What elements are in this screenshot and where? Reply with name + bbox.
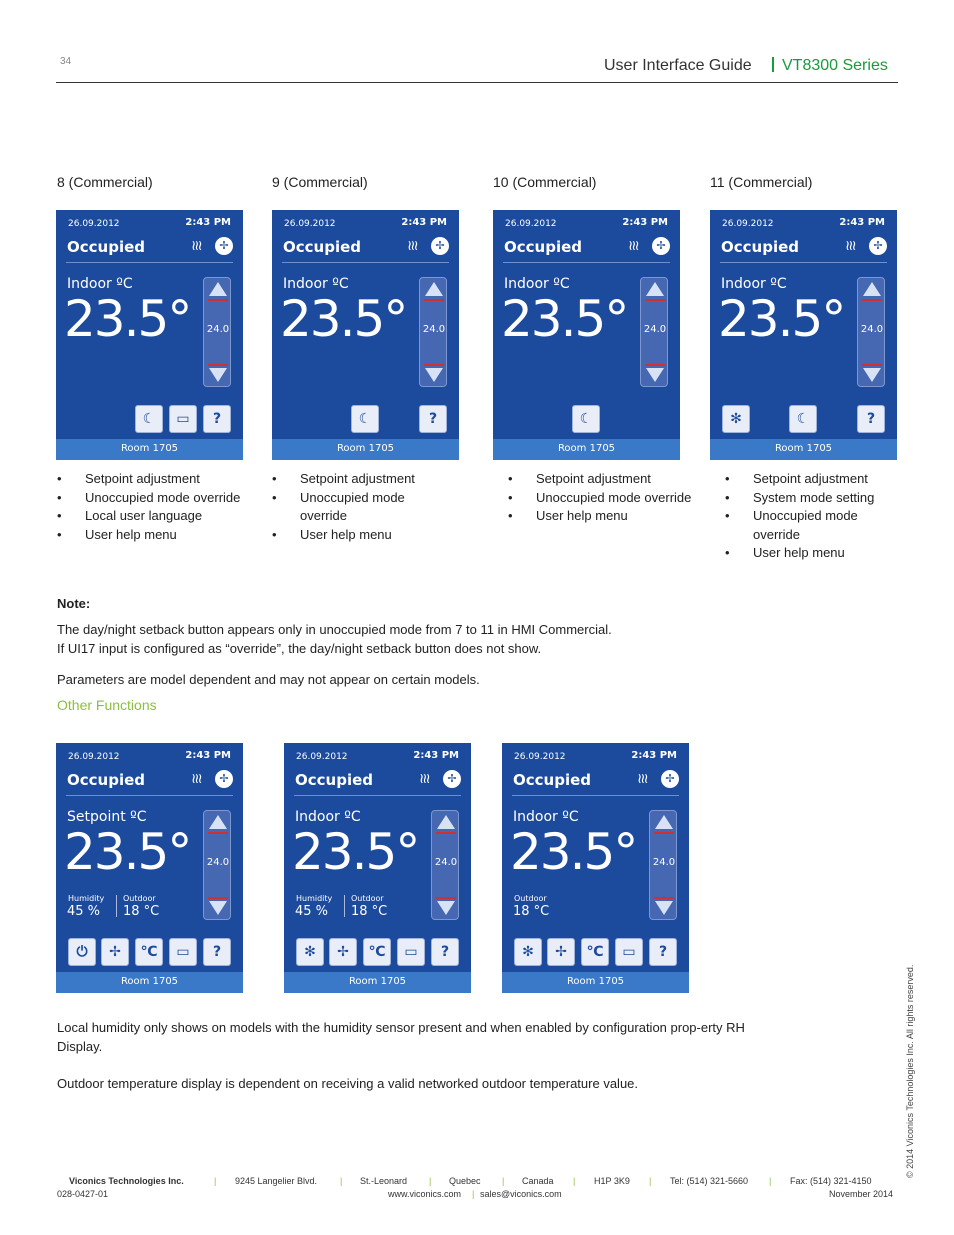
humidity-value: 45 % bbox=[295, 904, 329, 919]
col-title-9: 9 (Commercial) bbox=[272, 174, 368, 190]
screen-date: 26.09.2012 bbox=[284, 219, 336, 229]
down-arrow-icon[interactable] bbox=[646, 368, 664, 382]
day-night-button[interactable]: ☾ bbox=[572, 405, 600, 433]
heat-icon: ≀≀≀ bbox=[628, 238, 638, 254]
indoor-label: Indoor ºC bbox=[283, 276, 349, 292]
bullet-item: • Setpoint adjustment bbox=[725, 470, 905, 489]
fan-icon: ✢ bbox=[443, 770, 461, 788]
day-night-button[interactable]: ☾ bbox=[789, 405, 817, 433]
footer-sep: | bbox=[573, 1176, 576, 1186]
temperature: 23.5° bbox=[64, 823, 191, 881]
help-button[interactable]: ? bbox=[649, 938, 677, 966]
footer-address: 9245 Langelier Blvd. bbox=[235, 1176, 318, 1186]
footer-company: Viconics Technologies Inc. bbox=[69, 1176, 184, 1186]
header-series bbox=[772, 57, 888, 75]
outdoor-paragraph: Outdoor temperature display is dependent on receiving a valid networked outdoor temperature value. bbox=[57, 1076, 639, 1091]
setpoint-slider[interactable] bbox=[857, 277, 885, 387]
outdoor-value: 18 °C bbox=[351, 904, 388, 919]
screen-date: 26.09.2012 bbox=[505, 219, 557, 229]
screen-time: 2:43 PM bbox=[631, 750, 677, 761]
help-button[interactable]: ? bbox=[857, 405, 885, 433]
fan-icon: ✢ bbox=[652, 237, 670, 255]
bullet-item: • Unoccupied mode override bbox=[57, 489, 247, 508]
screen-status: Occupied bbox=[67, 238, 146, 256]
up-arrow-icon[interactable] bbox=[646, 282, 664, 296]
bullet-item: • User help menu bbox=[272, 526, 452, 545]
divider bbox=[503, 262, 670, 263]
room-label: Room 1705 bbox=[493, 439, 680, 460]
footer-country: Canada bbox=[522, 1176, 554, 1186]
section-heading: Other Functions bbox=[57, 697, 157, 713]
footer-doc-number: 028-0427-01 bbox=[57, 1189, 109, 1199]
down-arrow-icon[interactable] bbox=[863, 368, 881, 382]
note-line-1: The day/night setback button appears only in unoccupied mode from 7 to 11 in HMI Commercial. bbox=[57, 622, 612, 637]
thermostat-screen-setpoint bbox=[56, 743, 243, 993]
screen-time: 2:43 PM bbox=[401, 217, 447, 228]
down-arrow-icon[interactable] bbox=[655, 901, 673, 915]
footer-postal: H1P 3K9 bbox=[594, 1176, 630, 1186]
screen-status: Occupied bbox=[67, 771, 146, 789]
bullets-11 bbox=[725, 470, 905, 563]
col-title-11: 11 (Commercial) bbox=[710, 174, 813, 190]
system-mode-button[interactable]: ✻ bbox=[514, 938, 542, 966]
fan-icon: ✢ bbox=[431, 237, 449, 255]
room-label: Room 1705 bbox=[56, 439, 243, 460]
setpoint-slider[interactable] bbox=[431, 810, 459, 920]
screen-time: 2:43 PM bbox=[622, 217, 668, 228]
setpoint-slider[interactable] bbox=[203, 810, 231, 920]
help-button[interactable]: ? bbox=[203, 938, 231, 966]
power-button[interactable]: ⏻ bbox=[68, 938, 96, 966]
bullet-item: • Setpoint adjustment bbox=[272, 470, 452, 489]
setpoint-value: 24.0 bbox=[860, 324, 884, 335]
bullets-9 bbox=[272, 470, 452, 544]
heat-icon: ≀≀≀ bbox=[637, 771, 647, 787]
divider bbox=[116, 895, 117, 917]
header-rule bbox=[56, 82, 898, 83]
thermostat-screen-10 bbox=[493, 210, 680, 460]
down-arrow-icon[interactable] bbox=[209, 368, 227, 382]
footer-sep: | bbox=[649, 1176, 652, 1186]
screen-status: Occupied bbox=[721, 238, 800, 256]
bullet-item: • System mode setting bbox=[725, 489, 905, 508]
screen-time: 2:43 PM bbox=[839, 217, 885, 228]
thermostat-screen-humidity bbox=[284, 743, 471, 993]
screen-date: 26.09.2012 bbox=[296, 752, 348, 762]
room-label: Room 1705 bbox=[502, 972, 689, 993]
divider bbox=[66, 795, 233, 796]
bullets-8 bbox=[57, 470, 247, 544]
language-button[interactable]: ▭ bbox=[397, 938, 425, 966]
humidity-value: 45 % bbox=[67, 904, 101, 919]
temperature: 23.5° bbox=[718, 290, 845, 348]
footer-tel: Tel: (514) 321-5660 bbox=[670, 1176, 749, 1186]
setpoint-value: 24.0 bbox=[206, 857, 230, 868]
footer-sep: | bbox=[472, 1189, 475, 1199]
screen-status: Occupied bbox=[295, 771, 374, 789]
temperature: 23.5° bbox=[510, 823, 637, 881]
divider bbox=[66, 262, 233, 263]
indoor-label: Indoor ºC bbox=[513, 809, 579, 825]
header-title: User Interface Guide bbox=[604, 57, 752, 74]
up-arrow-icon[interactable] bbox=[437, 815, 455, 829]
divider bbox=[294, 795, 461, 796]
humidity-label: Humidity bbox=[68, 894, 105, 903]
setpoint-slider[interactable] bbox=[419, 277, 447, 387]
screen-date: 26.09.2012 bbox=[514, 752, 566, 762]
outdoor-label: Outdoor bbox=[123, 894, 156, 903]
heat-icon: ≀≀≀ bbox=[845, 238, 855, 254]
footer-sep: | bbox=[769, 1176, 772, 1186]
screen-status: Occupied bbox=[513, 771, 592, 789]
footer-sep: | bbox=[429, 1176, 432, 1186]
indoor-label: Indoor ºC bbox=[504, 276, 570, 292]
unit-toggle-button[interactable]: ℃ bbox=[581, 938, 609, 966]
setpoint-value: 24.0 bbox=[434, 857, 458, 868]
help-button[interactable]: ? bbox=[203, 405, 231, 433]
col-title-8: 8 (Commercial) bbox=[57, 174, 153, 190]
room-label: Room 1705 bbox=[284, 972, 471, 993]
bullet-item: • Unoccupied mode override bbox=[272, 489, 452, 526]
note-heading: Note: bbox=[57, 596, 91, 611]
footer-date: November 2014 bbox=[829, 1189, 894, 1199]
humidity-label: Humidity bbox=[296, 894, 333, 903]
fan-icon: ✢ bbox=[869, 237, 887, 255]
unit-toggle-button[interactable]: ℃ bbox=[363, 938, 391, 966]
setpoint-slider[interactable] bbox=[649, 810, 677, 920]
screen-date: 26.09.2012 bbox=[68, 752, 120, 762]
note-line-3: Parameters are model dependent and may not appear on certain models. bbox=[57, 672, 480, 687]
bullet-item: • User help menu bbox=[725, 544, 905, 563]
footer-sep: | bbox=[214, 1176, 217, 1186]
language-button[interactable]: ▭ bbox=[169, 938, 197, 966]
thermostat-screen-outdoor bbox=[502, 743, 689, 993]
series-label: VT8300 Series bbox=[782, 57, 888, 74]
footer-web-link[interactable]: www.viconics.com bbox=[388, 1189, 462, 1199]
room-label: Room 1705 bbox=[56, 972, 243, 993]
fan-icon: ✢ bbox=[661, 770, 679, 788]
down-arrow-icon[interactable] bbox=[425, 368, 443, 382]
help-button[interactable]: ? bbox=[419, 405, 447, 433]
up-arrow-icon[interactable] bbox=[209, 282, 227, 296]
indoor-label: Indoor ºC bbox=[721, 276, 787, 292]
fan-icon: ✢ bbox=[215, 770, 233, 788]
indoor-label: Indoor ºC bbox=[67, 276, 133, 292]
bullet-item: • Unoccupied mode override bbox=[725, 507, 905, 544]
footer-city: St.-Leonard bbox=[360, 1176, 408, 1186]
heat-icon: ≀≀≀ bbox=[191, 771, 201, 787]
footer-email-link[interactable]: sales@viconics.com bbox=[480, 1189, 562, 1199]
thermostat-screen-11 bbox=[710, 210, 897, 460]
up-arrow-icon[interactable] bbox=[655, 815, 673, 829]
bullet-item: • Local user language bbox=[57, 507, 247, 526]
up-arrow-icon[interactable] bbox=[863, 282, 881, 296]
day-night-button[interactable]: ☾ bbox=[135, 405, 163, 433]
bullets-10 bbox=[508, 470, 698, 526]
system-mode-button[interactable]: ✻ bbox=[296, 938, 324, 966]
copyright: © 2014 Viconics Technologies Inc. All rights reserved. bbox=[905, 964, 915, 1178]
thermostat-screen-9 bbox=[272, 210, 459, 460]
heat-icon: ≀≀≀ bbox=[407, 238, 417, 254]
setpoint-label: Setpoint ºC bbox=[67, 809, 147, 825]
outdoor-label: Outdoor bbox=[514, 894, 547, 903]
screen-date: 26.09.2012 bbox=[722, 219, 774, 229]
screen-status: Occupied bbox=[504, 238, 583, 256]
day-night-button[interactable]: ☾ bbox=[351, 405, 379, 433]
indoor-label: Indoor ºC bbox=[295, 809, 361, 825]
footer-province: Quebec bbox=[449, 1176, 481, 1186]
bullet-item: • User help menu bbox=[508, 507, 698, 526]
outdoor-label: Outdoor bbox=[351, 894, 384, 903]
fan-icon: ✢ bbox=[215, 237, 233, 255]
divider bbox=[344, 895, 345, 917]
bullet-item: • User help menu bbox=[57, 526, 247, 545]
setpoint-value: 24.0 bbox=[206, 324, 230, 335]
footer-sep: | bbox=[340, 1176, 343, 1186]
screen-time: 2:43 PM bbox=[185, 217, 231, 228]
fan-button[interactable]: ✢ bbox=[547, 938, 575, 966]
bullet-item: • Setpoint adjustment bbox=[508, 470, 698, 489]
footer-fax: Fax: (514) 321-4150 bbox=[790, 1176, 872, 1186]
thermostat-screen-8 bbox=[56, 210, 243, 460]
setpoint-value: 24.0 bbox=[652, 857, 676, 868]
screen-status: Occupied bbox=[283, 238, 362, 256]
divider bbox=[282, 262, 449, 263]
divider bbox=[512, 795, 679, 796]
help-button[interactable]: ? bbox=[431, 938, 459, 966]
temperature: 23.5° bbox=[64, 290, 191, 348]
footer-sep: | bbox=[502, 1176, 505, 1186]
page-number: 34 bbox=[60, 56, 72, 67]
humidity-paragraph: Local humidity only shows on models with the humidity sensor present and when enabled by configuration prop-erty RH Display. bbox=[57, 1020, 745, 1054]
up-arrow-icon[interactable] bbox=[209, 815, 227, 829]
heat-icon: ≀≀≀ bbox=[419, 771, 429, 787]
language-button[interactable]: ▭ bbox=[169, 405, 197, 433]
language-button[interactable]: ▭ bbox=[615, 938, 643, 966]
fan-button[interactable]: ✢ bbox=[329, 938, 357, 966]
unit-toggle-button[interactable]: ℃ bbox=[135, 938, 163, 966]
setpoint-slider[interactable] bbox=[203, 277, 231, 387]
screen-time: 2:43 PM bbox=[185, 750, 231, 761]
screen-date: 26.09.2012 bbox=[68, 219, 120, 229]
col-title-10: 10 (Commercial) bbox=[493, 174, 597, 190]
bullet-item: • Setpoint adjustment bbox=[57, 470, 247, 489]
setpoint-slider[interactable] bbox=[640, 277, 668, 387]
heat-icon: ≀≀≀ bbox=[191, 238, 201, 254]
note-line-2: If UI17 input is configured as “override”, the day/night setback button does not show. bbox=[57, 641, 542, 656]
screen-time: 2:43 PM bbox=[413, 750, 459, 761]
fan-button[interactable]: ✢ bbox=[101, 938, 129, 966]
outdoor-value: 18 °C bbox=[513, 904, 550, 919]
up-arrow-icon[interactable] bbox=[425, 282, 443, 296]
temperature: 23.5° bbox=[280, 290, 407, 348]
outdoor-value: 18 °C bbox=[123, 904, 160, 919]
down-arrow-icon[interactable] bbox=[437, 901, 455, 915]
down-arrow-icon[interactable] bbox=[209, 901, 227, 915]
temperature: 23.5° bbox=[501, 290, 628, 348]
room-label: Room 1705 bbox=[272, 439, 459, 460]
divider bbox=[720, 262, 887, 263]
bullet-item: • Unoccupied mode override bbox=[508, 489, 698, 508]
temperature: 23.5° bbox=[292, 823, 419, 881]
setpoint-value: 24.0 bbox=[422, 324, 446, 335]
system-mode-button[interactable]: ✻ bbox=[722, 405, 750, 433]
room-label: Room 1705 bbox=[710, 439, 897, 460]
setpoint-value: 24.0 bbox=[643, 324, 667, 335]
